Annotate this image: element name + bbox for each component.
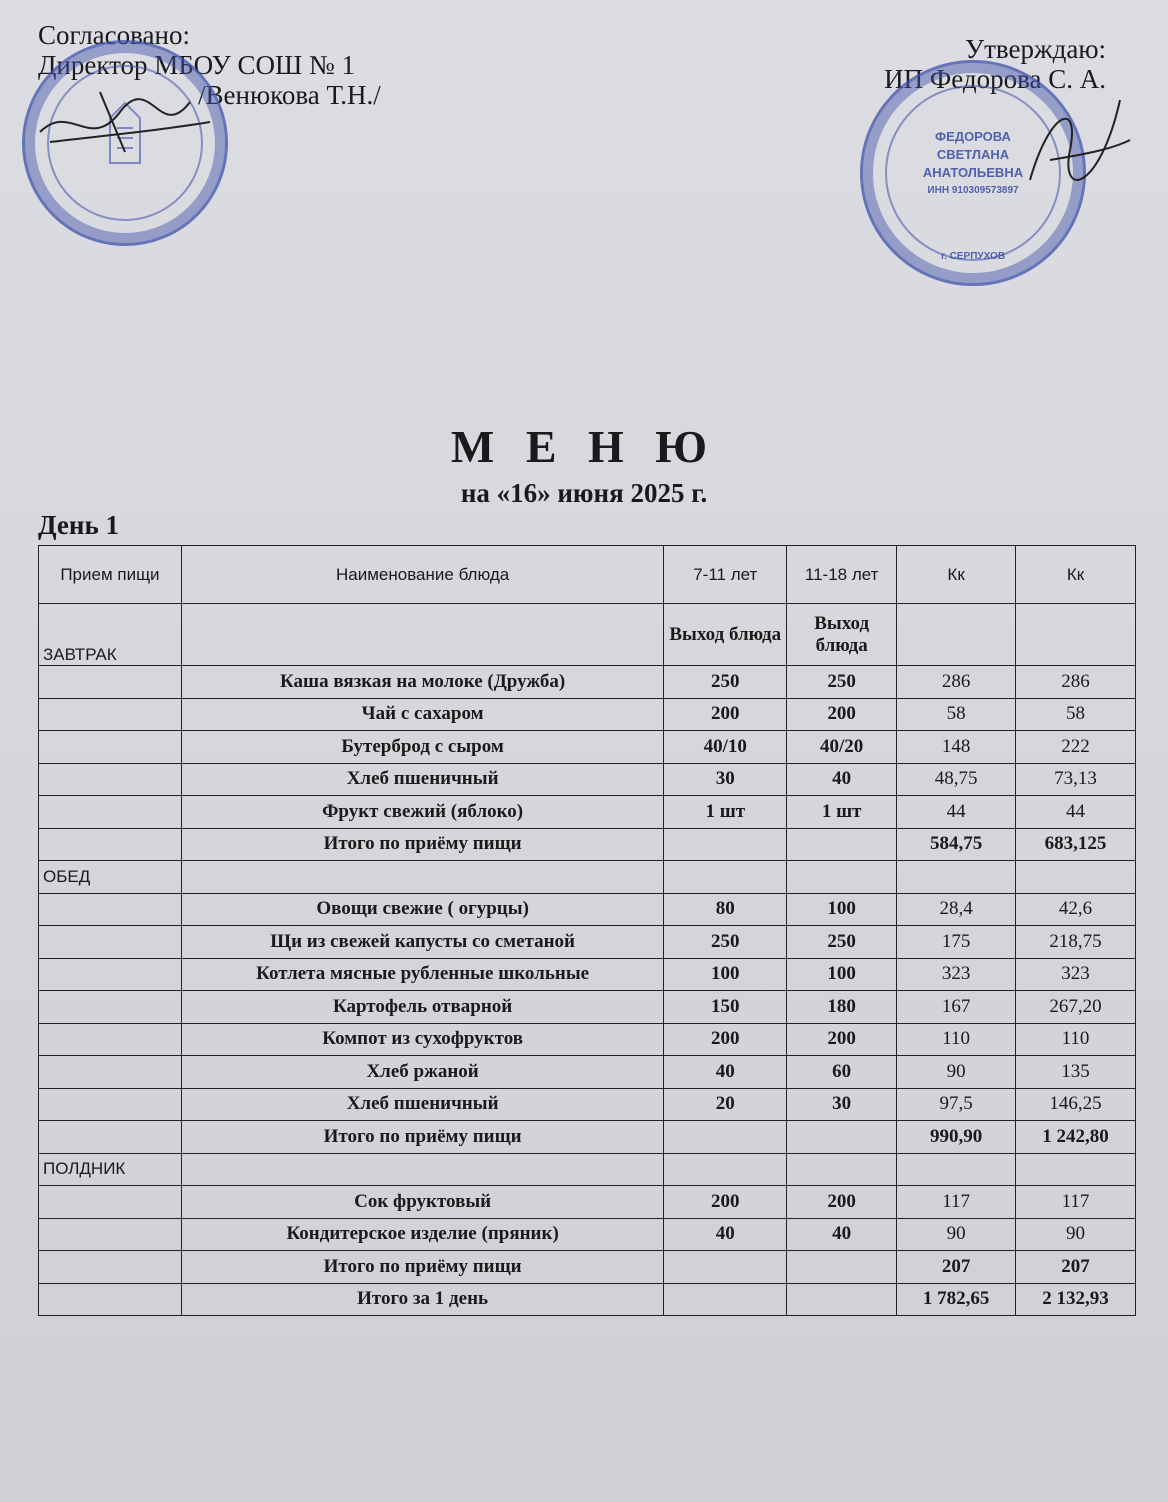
table-header-row (39, 546, 1136, 604)
kcal-7-11: 90 (897, 1218, 1016, 1251)
kcal-7-11: 44 (897, 796, 1016, 829)
kcal-11-18: 267,20 (1016, 991, 1136, 1024)
dish-name: Хлеб пшеничный (181, 763, 663, 796)
col-header-age-11-18: 11-18 лет (787, 546, 897, 604)
col-header-meal: Прием пищи (39, 546, 182, 604)
kcal-7-11: 148 (897, 731, 1016, 764)
dish-name: Овощи свежие ( огурцы) (181, 893, 663, 926)
stamp-firstname: СВЕТЛАНА (936, 147, 1010, 162)
portion-7-11: 200 (664, 698, 787, 731)
approve-label: Утверждаю: (964, 34, 1106, 64)
dish-name: Щи из свежей капусты со сметаной (181, 926, 663, 959)
dish-name: Сок фруктовый (181, 1186, 663, 1219)
kcal-11-18: 218,75 (1016, 926, 1136, 959)
dish-name: Бутерброд с сыром (181, 731, 663, 764)
approver-signature (1010, 90, 1140, 200)
kcal-7-11: 167 (897, 991, 1016, 1024)
table-row (39, 796, 1136, 829)
portion-7-11: 150 (664, 991, 787, 1024)
kcal-7-11: 28,4 (897, 893, 1016, 926)
portion-7-11: 200 (664, 1186, 787, 1219)
meal-name: ЗАВТРАК (39, 604, 182, 666)
kcal-7-11: 97,5 (897, 1088, 1016, 1121)
kcal-7-11: 58 (897, 698, 1016, 731)
kcal-11-18: 286 (1016, 666, 1136, 699)
day-label: День 1 (38, 510, 119, 540)
kcal-11-18: 90 (1016, 1218, 1136, 1251)
table-row (39, 1088, 1136, 1121)
portion-7-11: 40 (664, 1218, 787, 1251)
kcal-7-11: 175 (897, 926, 1016, 959)
dish-name: Хлеб пшеничный (181, 1088, 663, 1121)
meal-name: ОБЕД (39, 861, 182, 894)
portion-7-11: 40 (664, 1056, 787, 1089)
portion-11-18: 180 (787, 991, 897, 1024)
portion-11-18: 30 (787, 1088, 897, 1121)
table-row (39, 893, 1136, 926)
portion-11-18: 40 (787, 1218, 897, 1251)
meal-header-row (39, 861, 1136, 894)
meal-header-row (39, 1153, 1136, 1186)
portion-11-18: 1 шт (787, 796, 897, 829)
director-signature (30, 82, 220, 162)
meal-total-row (39, 1121, 1136, 1154)
kcal-7-11: 286 (897, 666, 1016, 699)
portion-label: Выход блюда (787, 604, 897, 666)
table-row (39, 698, 1136, 731)
total-kcal-11-18: 207 (1016, 1251, 1136, 1284)
portion-11-18: 100 (787, 893, 897, 926)
dish-name: Кондитерское изделие (пряник) (181, 1218, 663, 1251)
table-row (39, 991, 1136, 1024)
total-label: Итого по приёму пищи (181, 1251, 663, 1284)
director-name: /Венюкова Т.Н./ (198, 80, 381, 110)
dish-name: Чай с сахаром (181, 698, 663, 731)
kcal-11-18: 58 (1016, 698, 1136, 731)
portion-11-18: 40/20 (787, 731, 897, 764)
meal-header-row (39, 604, 1136, 666)
portion-11-18: 200 (787, 1023, 897, 1056)
table-row (39, 1056, 1136, 1089)
total-kcal-11-18: 683,125 (1016, 828, 1136, 861)
total-kcal-7-11: 990,90 (897, 1121, 1016, 1154)
col-header-dish: Наименование блюда (181, 546, 663, 604)
portion-7-11: 20 (664, 1088, 787, 1121)
portion-11-18: 200 (787, 698, 897, 731)
approver-name: ИП Федорова С. А. (884, 64, 1106, 94)
col-header-age-7-11: 7-11 лет (664, 546, 787, 604)
dish-name: Котлета мясные рубленные школьные (181, 958, 663, 991)
table-row (39, 666, 1136, 699)
dish-name: Фрукт свежий (яблоко) (181, 796, 663, 829)
day-total-row (39, 1283, 1136, 1316)
portion-7-11: 250 (664, 926, 787, 959)
meal-name: ПОЛДНИК (39, 1153, 182, 1186)
stamp-patronymic: АНАТОЛЬЕВНА (922, 165, 1024, 180)
portion-label: Выход блюда (664, 604, 787, 666)
portion-7-11: 40/10 (664, 731, 787, 764)
portion-11-18: 200 (787, 1186, 897, 1219)
total-kcal-7-11: 207 (897, 1251, 1016, 1284)
dish-name: Компот из сухофруктов (181, 1023, 663, 1056)
portion-7-11: 30 (664, 763, 787, 796)
meal-total-row (39, 828, 1136, 861)
kcal-7-11: 90 (897, 1056, 1016, 1089)
day-total-label: Итого за 1 день (181, 1283, 663, 1316)
kcal-7-11: 110 (897, 1023, 1016, 1056)
total-label: Итого по приёму пищи (181, 828, 663, 861)
director-title: Директор МБОУ СОШ № 1 (38, 50, 355, 80)
table-row (39, 763, 1136, 796)
kcal-11-18: 44 (1016, 796, 1136, 829)
kcal-7-11: 323 (897, 958, 1016, 991)
stamp-inn: ИНН 910309573897 (927, 185, 1019, 196)
portion-11-18: 40 (787, 763, 897, 796)
total-label: Итого по приёму пищи (181, 1121, 663, 1154)
kcal-11-18: 42,6 (1016, 893, 1136, 926)
day-total-kcal-11-18: 2 132,93 (1016, 1283, 1136, 1316)
portion-7-11: 100 (664, 958, 787, 991)
table-row (39, 1023, 1136, 1056)
portion-11-18: 250 (787, 926, 897, 959)
kcal-11-18: 222 (1016, 731, 1136, 764)
kcal-11-18: 110 (1016, 1023, 1136, 1056)
kcal-11-18: 146,25 (1016, 1088, 1136, 1121)
kcal-11-18: 323 (1016, 958, 1136, 991)
portion-7-11: 80 (664, 893, 787, 926)
table-row (39, 1186, 1136, 1219)
stamp-surname: ФЕДОРОВА (935, 129, 1011, 144)
total-kcal-11-18: 1 242,80 (1016, 1121, 1136, 1154)
portion-11-18: 100 (787, 958, 897, 991)
total-kcal-7-11: 584,75 (897, 828, 1016, 861)
kcal-11-18: 135 (1016, 1056, 1136, 1089)
kcal-11-18: 73,13 (1016, 763, 1136, 796)
approved-label: Согласовано: (38, 20, 190, 50)
menu-table (38, 545, 1136, 1316)
portion-11-18: 60 (787, 1056, 897, 1089)
table-row (39, 958, 1136, 991)
portion-7-11: 1 шт (664, 796, 787, 829)
col-header-kk-2: Кк (1016, 546, 1136, 604)
menu-date: на «16» июня 2025 г. (460, 478, 708, 508)
portion-7-11: 250 (664, 666, 787, 699)
col-header-kk-1: Кк (897, 546, 1016, 604)
portion-7-11: 200 (664, 1023, 787, 1056)
table-row (39, 1218, 1136, 1251)
dish-name: Хлеб ржаной (181, 1056, 663, 1089)
dish-name: Картофель отварной (181, 991, 663, 1024)
day-total-kcal-7-11: 1 782,65 (897, 1283, 1016, 1316)
stamp-city: г. СЕРПУХОВ (940, 251, 1006, 262)
table-row (39, 926, 1136, 959)
meal-total-row (39, 1251, 1136, 1284)
portion-11-18: 250 (787, 666, 897, 699)
page-title: М Е Н Ю (450, 421, 718, 472)
table-row (39, 731, 1136, 764)
dish-name: Каша вязкая на молоке (Дружба) (181, 666, 663, 699)
kcal-11-18: 117 (1016, 1186, 1136, 1219)
kcal-7-11: 117 (897, 1186, 1016, 1219)
kcal-7-11: 48,75 (897, 763, 1016, 796)
